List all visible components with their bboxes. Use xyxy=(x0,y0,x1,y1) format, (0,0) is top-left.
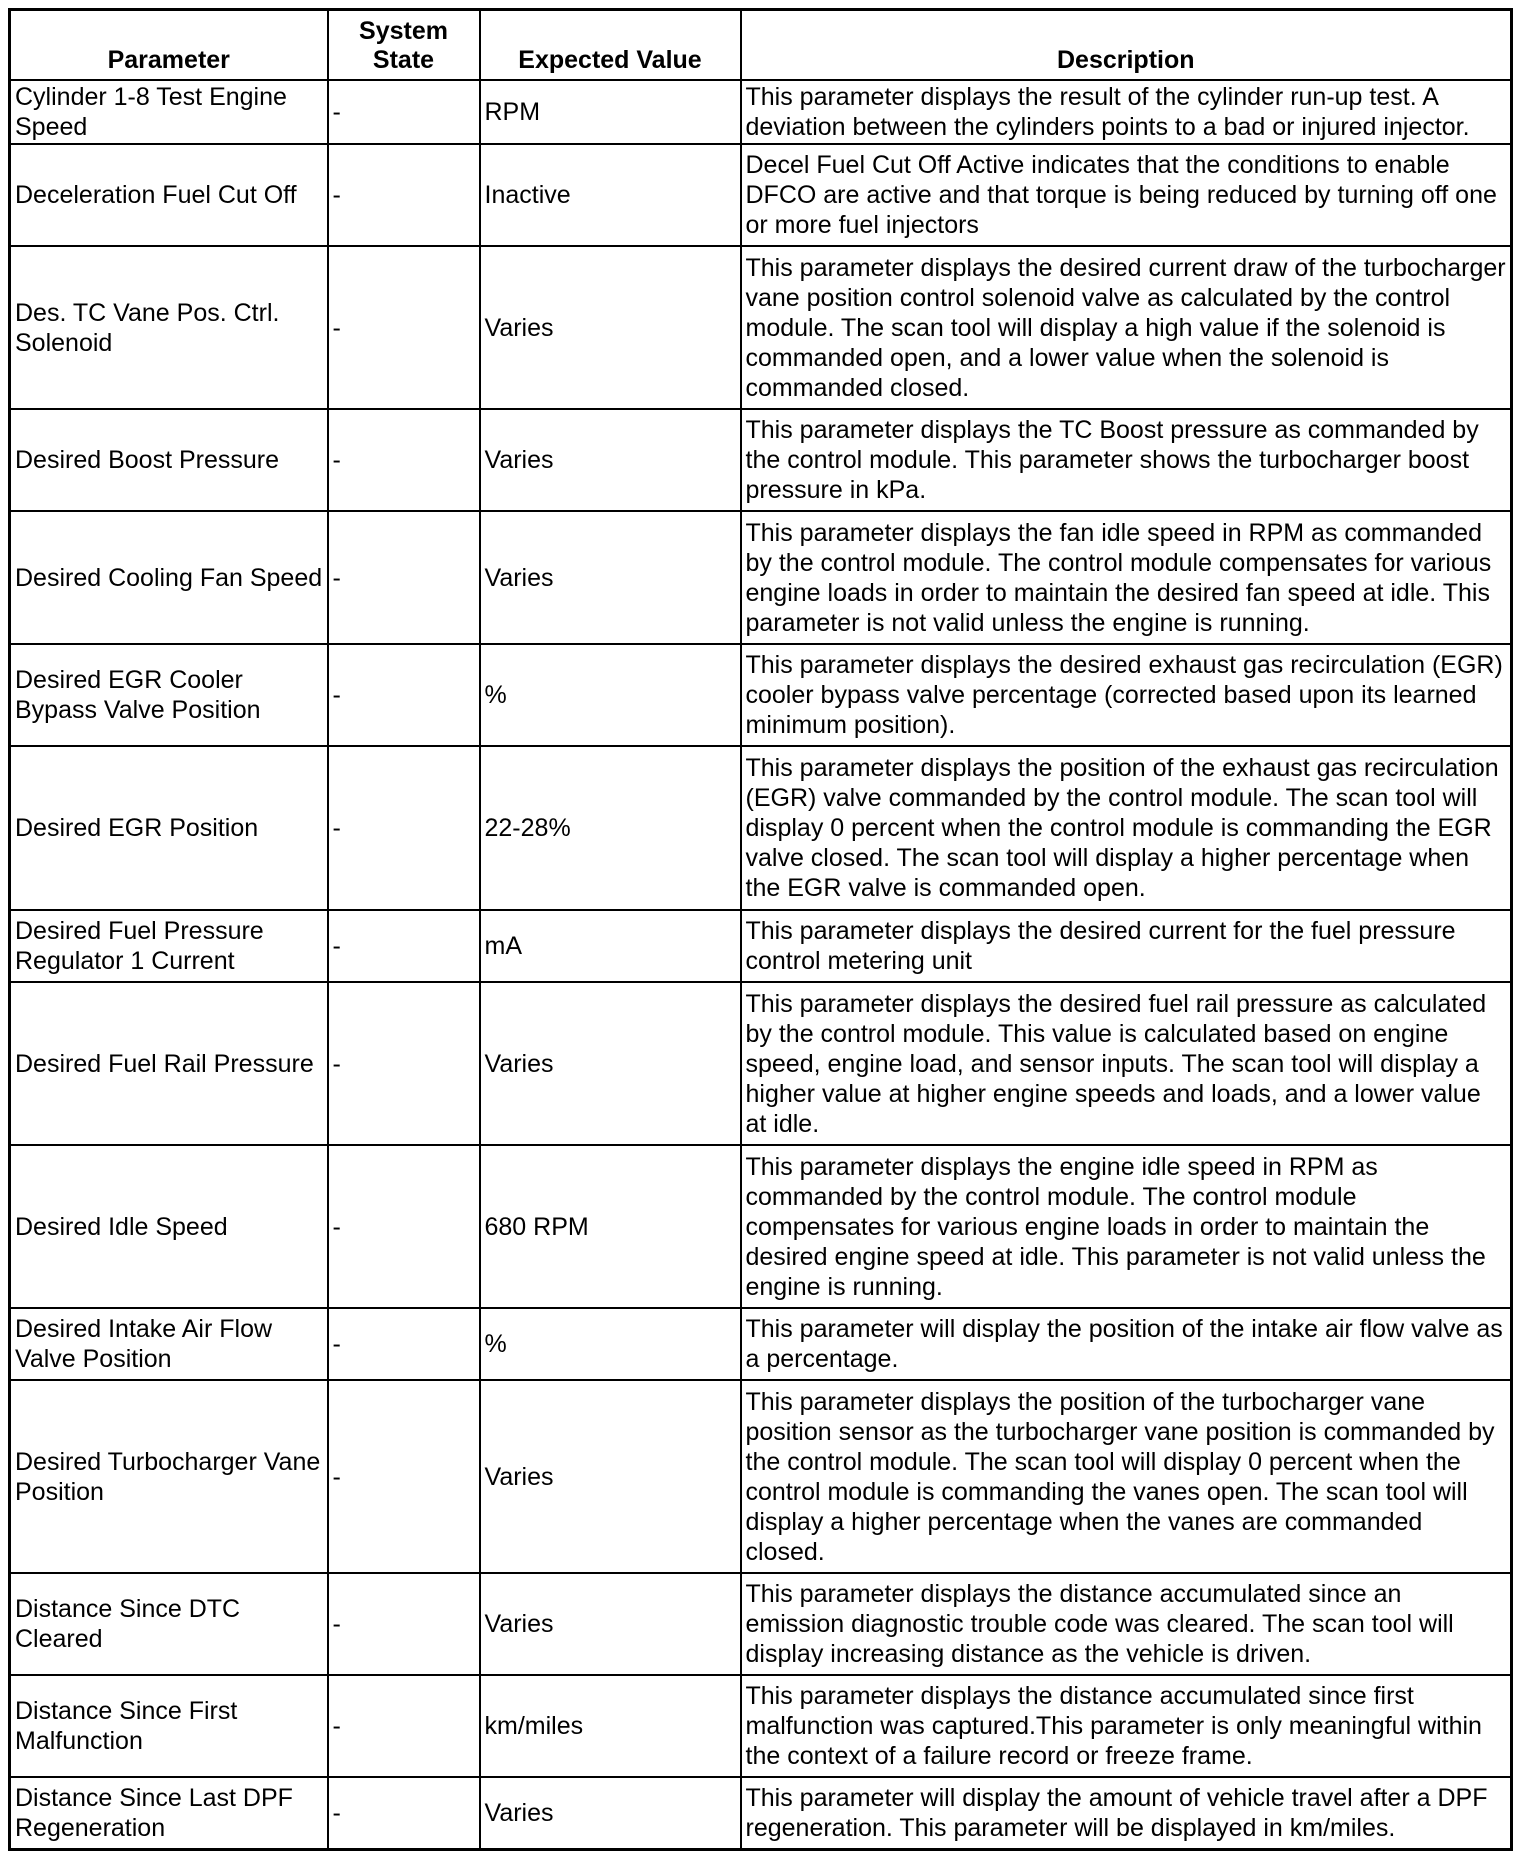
cell-description: Decel Fuel Cut Off Active indicates that the conditions to enable DFCO are active and that torque is being reduced by turning off one or more fuel injectors xyxy=(741,144,1512,246)
cell-parameter: Cylinder 1-8 Test Engine Speed xyxy=(10,80,328,144)
cell-system-state: - xyxy=(328,1308,480,1380)
cell-expected-value: mA xyxy=(480,910,741,982)
table-row xyxy=(10,1675,1512,1777)
cell-system-state: - xyxy=(328,1380,480,1573)
table-row xyxy=(10,80,1512,144)
cell-expected-value: % xyxy=(480,1308,741,1380)
cell-system-state: - xyxy=(328,982,480,1145)
cell-parameter: Des. TC Vane Pos. Ctrl. Solenoid xyxy=(10,246,328,409)
cell-expected-value: 680 RPM xyxy=(480,1145,741,1308)
cell-system-state: - xyxy=(328,246,480,409)
cell-system-state: - xyxy=(328,644,480,746)
cell-expected-value: Varies xyxy=(480,1573,741,1675)
header-parameter: Parameter xyxy=(10,10,328,81)
cell-description: This parameter displays the fan idle speed in RPM as commanded by the control module. The control module compensates for various engine loads in order to maintain the desired fan speed at idle. This parameter is not valid unless the engine is running. xyxy=(741,511,1512,644)
header-expected-value: Expected Value xyxy=(480,10,741,81)
cell-parameter: Desired Turbocharger Vane Position xyxy=(10,1380,328,1573)
cell-expected-value: Varies xyxy=(480,246,741,409)
cell-description: This parameter displays the desired fuel rail pressure as calculated by the control module. This value is calculated based on engine speed, engine load, and sensor inputs. The scan tool will display a higher value at higher engine speeds and loads, and a lower value at idle. xyxy=(741,982,1512,1145)
cell-description: This parameter displays the result of the cylinder run-up test. A deviation between the cylinders points to a bad or injured injector. xyxy=(741,80,1512,144)
cell-description: This parameter displays the desired exhaust gas recirculation (EGR) cooler bypass valve percentage (corrected based upon its learned minimum position). xyxy=(741,644,1512,746)
table-row xyxy=(10,1308,1512,1380)
cell-description: This parameter will display the position of the intake air flow valve as a percentage. xyxy=(741,1308,1512,1380)
table-row xyxy=(10,644,1512,746)
table-header-row xyxy=(10,10,1512,81)
header-system-state: System State xyxy=(328,10,480,81)
cell-system-state: - xyxy=(328,511,480,644)
table-row xyxy=(10,982,1512,1145)
cell-expected-value: Varies xyxy=(480,1777,741,1849)
cell-description: This parameter will display the amount of vehicle travel after a DPF regeneration. This parameter will be displayed in km/miles. xyxy=(741,1777,1512,1849)
cell-expected-value: Inactive xyxy=(480,144,741,246)
cell-expected-value: Varies xyxy=(480,511,741,644)
cell-system-state: - xyxy=(328,910,480,982)
cell-parameter: Desired EGR Cooler Bypass Valve Position xyxy=(10,644,328,746)
table-row xyxy=(10,910,1512,982)
cell-expected-value: RPM xyxy=(480,80,741,144)
table-row xyxy=(10,1145,1512,1308)
cell-system-state: - xyxy=(328,1573,480,1675)
cell-parameter: Deceleration Fuel Cut Off xyxy=(10,144,328,246)
cell-parameter: Desired Boost Pressure xyxy=(10,409,328,511)
cell-description: This parameter displays the position of the exhaust gas recirculation (EGR) valve commanded by the control module. The scan tool will display 0 percent when the control module is commanding the EGR valve closed. The scan tool will display a higher percentage when the EGR valve is commanded open. xyxy=(741,746,1512,910)
cell-description: This parameter displays the distance accumulated since first malfunction was captured.This parameter is only meaningful within the context of a failure record or freeze frame. xyxy=(741,1675,1512,1777)
cell-parameter: Distance Since First Malfunction xyxy=(10,1675,328,1777)
cell-parameter: Desired Cooling Fan Speed xyxy=(10,511,328,644)
cell-expected-value: 22-28% xyxy=(480,746,741,910)
cell-parameter: Desired EGR Position xyxy=(10,746,328,910)
cell-expected-value: Varies xyxy=(480,409,741,511)
table-row xyxy=(10,246,1512,409)
cell-parameter: Desired Fuel Pressure Regulator 1 Current xyxy=(10,910,328,982)
table-row xyxy=(10,144,1512,246)
cell-description: This parameter displays the position of the turbocharger vane position sensor as the turbocharger vane position is commanded by the control module. The scan tool will display 0 percent when the control module is commanding the vanes open. The scan tool will display a higher percentage when the vanes are commanded closed. xyxy=(741,1380,1512,1573)
cell-description: This parameter displays the distance accumulated since an emission diagnostic trouble code was cleared. The scan tool will display increasing distance as the vehicle is driven. xyxy=(741,1573,1512,1675)
cell-system-state: - xyxy=(328,746,480,910)
cell-description: This parameter displays the desired current for the fuel pressure control metering unit xyxy=(741,910,1512,982)
cell-parameter: Distance Since Last DPF Regeneration xyxy=(10,1777,328,1849)
cell-description: This parameter displays the TC Boost pressure as commanded by the control module. This parameter shows the turbocharger boost pressure in kPa. xyxy=(741,409,1512,511)
cell-system-state: - xyxy=(328,80,480,144)
cell-parameter: Desired Idle Speed xyxy=(10,1145,328,1308)
cell-system-state: - xyxy=(328,144,480,246)
cell-description: This parameter displays the desired current draw of the turbocharger vane position control solenoid valve as calculated by the control module. The scan tool will display a high value if the solenoid is commanded open, and a lower value when the solenoid is commanded closed. xyxy=(741,246,1512,409)
table-row xyxy=(10,1380,1512,1573)
cell-parameter: Desired Intake Air Flow Valve Position xyxy=(10,1308,328,1380)
cell-expected-value: % xyxy=(480,644,741,746)
cell-parameter: Distance Since DTC Cleared xyxy=(10,1573,328,1675)
cell-system-state: - xyxy=(328,409,480,511)
table-row xyxy=(10,409,1512,511)
cell-system-state: - xyxy=(328,1675,480,1777)
table-row xyxy=(10,746,1512,910)
cell-expected-value: km/miles xyxy=(480,1675,741,1777)
cell-description: This parameter displays the engine idle speed in RPM as commanded by the control module. The control module compensates for various engine loads in order to maintain the desired engine speed at idle. This parameter is not valid unless the engine is running. xyxy=(741,1145,1512,1308)
cell-expected-value: Varies xyxy=(480,1380,741,1573)
cell-expected-value: Varies xyxy=(480,982,741,1145)
header-description: Description xyxy=(741,10,1512,81)
cell-parameter: Desired Fuel Rail Pressure xyxy=(10,982,328,1145)
cell-system-state: - xyxy=(328,1777,480,1849)
parameter-table xyxy=(8,8,1513,1851)
table-row xyxy=(10,1777,1512,1849)
table-row xyxy=(10,511,1512,644)
cell-system-state: - xyxy=(328,1145,480,1308)
table-row xyxy=(10,1573,1512,1675)
